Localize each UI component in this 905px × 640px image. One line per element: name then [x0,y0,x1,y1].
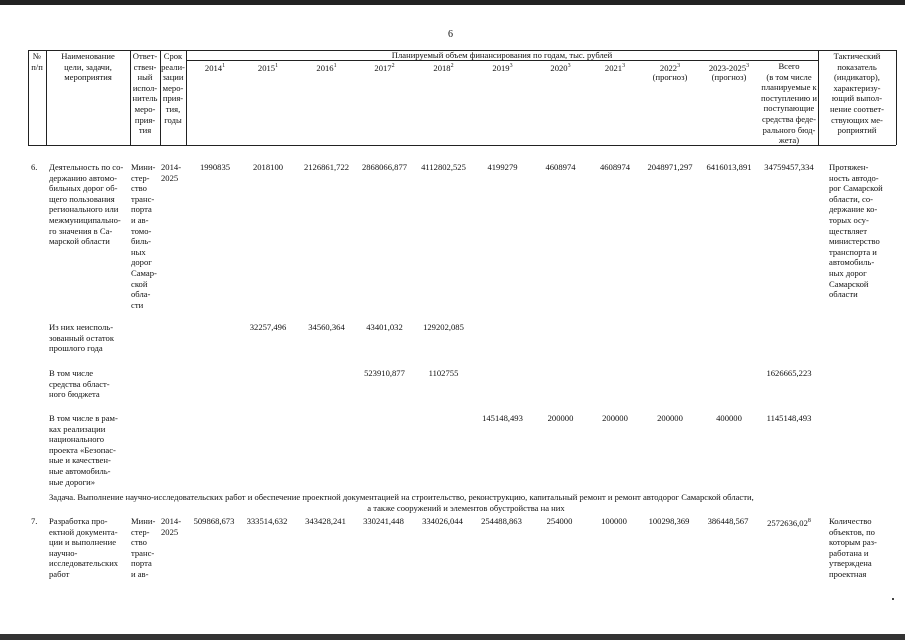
row-value: 2018100 [252,162,284,172]
row-value: 6416013,891 [706,162,752,172]
row-name: ные и качествен- [49,455,111,466]
row-indicator: ных дорог [829,268,867,278]
row-value: 200000 [547,413,574,423]
row-value: 4199279 [487,162,518,172]
row-value: 4112802,525 [421,162,466,172]
footnote-mark: 3 [567,63,571,69]
row-value: 100298,369 [648,516,690,526]
row-term: 2025 [161,172,179,183]
header-year: 2018$^2$ [433,62,454,73]
header-responsible: ствен- [133,61,157,72]
row-indicator: Количество [829,516,872,526]
header-num: № [32,51,42,61]
row-responsible: томо- [131,225,152,236]
row-value: 509868,673 [193,516,235,526]
row-value: 254488,863 [481,516,522,526]
header-total: планируемые к [761,82,817,93]
header-total: Всего [778,61,800,71]
row-indicator: держание ко- [829,204,878,215]
row-responsible: Мини- [131,162,156,172]
header-year: 2015$^1$ [257,62,279,73]
row-name: межмуниципально- [49,215,121,225]
header-responsible: испол- [132,82,158,93]
row-total: 1145148,493 [766,413,812,423]
row-name: исследовательских [49,558,119,569]
row-indicator: области [829,289,858,300]
row-indicator: рог Самарской [829,183,883,194]
header-num: п/п [31,61,43,72]
row-value: 343428,241 [305,516,346,526]
row-value: 43401,032 [366,322,403,332]
footnote-mark: 1 [275,63,279,69]
footnote-mark: 1 [222,63,226,69]
header-responsible: тия [138,125,152,136]
row-value: 200000 [602,413,628,423]
row-value: 100000 [601,516,627,526]
footnote-mark: 8 [807,518,811,524]
header-term: тия, [165,104,181,114]
row-name: Деятельность по со- [49,162,124,172]
header-indicator: роприятий [837,125,877,136]
header-responsible: ный [137,72,153,83]
header-total: (в том числе [766,71,812,82]
grid-line [186,50,187,145]
header-year: 2020$^3$ [550,62,571,73]
header-term: меро- [162,82,184,93]
header-name: Наименование [61,51,115,61]
header-responsible: прия- [134,114,156,125]
header-forecast: (прогноз) [711,72,747,82]
row-name: работ [49,569,70,579]
header-year: 2017$^2$ [374,62,395,73]
row-responsible: транс- [131,193,155,204]
row-indicator: торых осу- [829,215,869,225]
row-term: 2014- [161,162,182,172]
header-indicator: характеризу- [833,82,881,93]
row-value: 1102755 [428,368,459,378]
row-responsible: стер- [131,526,150,537]
row-name: зованный остаток [49,332,115,343]
row-indicator: ществляет [829,225,867,236]
row-value: 1990835 [199,162,231,172]
header-indicator: Тактический [833,51,881,61]
row-name: держанию автомо- [49,172,118,183]
row-value: 200000 [657,413,683,423]
header-term: реали- [161,61,185,72]
task-text: а также сооружений и элементов обустройства на них [367,503,565,513]
row-value: 333514,632 [246,516,288,526]
header-total: поступлению и [761,92,817,103]
header-year: 2014$^1$ [204,62,226,73]
row-responsible: ство [131,183,147,194]
header-responsible: меро- [134,104,156,114]
row-value: 34560,364 [308,322,345,332]
header-indicator: показатель [837,61,877,72]
row-responsible: порта [131,204,152,215]
footnote-mark: 3 [677,63,681,69]
row-value: 2868066,877 [361,162,408,172]
row-value: 386448,567 [707,516,749,526]
row-total: 1626665,223 [766,368,812,378]
row-value: 4608974 [545,162,576,172]
header-total: средства феде- [762,114,816,124]
top-border [0,0,905,5]
row-number: 6. [31,162,38,172]
row-name: Из них неисполь- [49,322,114,332]
row-name: бильных дорог об- [49,183,118,194]
header-indicator: нение соответ- [829,104,885,114]
header-indicator: ствующих ме- [831,114,883,125]
header-total: жета) [778,135,800,146]
row-name: В том числе [49,368,94,378]
grid-line [896,50,897,145]
row-responsible: порта [131,558,152,569]
row-indicator: Протяжен- [829,162,869,172]
row-name: Разработка про- [49,516,108,526]
header-term: годы [164,114,182,125]
row-number: 7. [31,516,38,526]
page-number: 6 [448,29,453,40]
row-value: 330241,448 [363,516,404,526]
row-value: 145148,493 [482,413,523,423]
row-responsible: сти [131,299,144,310]
row-responsible: ство [131,537,147,548]
header-term: Срок [163,51,183,61]
header-year: 2023-2025$^3$ [708,62,750,73]
row-responsible: Самар- [131,268,157,278]
row-name: В том числе в рам- [49,413,118,423]
header-term: зации [162,72,184,83]
row-responsible: и ав- [131,569,149,579]
row-responsible: дорог [131,257,152,268]
row-responsible: и ав- [131,215,149,225]
row-indicator: которым раз- [829,537,877,548]
row-indicator: объектов, по [829,526,875,537]
row-indicator: министерство [829,236,880,247]
row-name: го значения в Са- [49,225,113,236]
row-name: ного бюджета [49,389,100,400]
header-year: 2016$^1$ [316,62,337,73]
row-responsible: обла- [131,289,151,300]
row-name: научно- [49,547,78,558]
header-term: прия- [162,93,184,104]
row-name: ные дороги» [49,476,96,487]
row-name: ные автомобиль- [49,466,111,476]
row-name: ции и выполнение [49,537,117,548]
header-year: 2019$^3$ [492,62,513,73]
row-responsible: стер- [131,172,150,183]
footnote-mark: 3 [509,63,513,69]
row-indicator: автомобиль- [829,257,875,268]
row-value: 2048971,297 [647,162,693,172]
row-responsible: ных [131,246,146,257]
row-value: 129202,085 [423,322,464,332]
header-forecast: (прогноз) [652,72,688,82]
row-value: 400000 [716,413,742,423]
row-responsible: биль- [131,236,152,247]
row-value: 254000 [546,516,573,526]
header-name: цели, задачи, [64,61,112,72]
row-name: марской области [49,236,110,247]
footnote-mark: 2 [450,63,454,69]
row-indicator: транспорта и [829,246,877,257]
row-term: 2025 [161,526,179,537]
header-year: 2022$^3$ [659,62,681,73]
row-name: проекта «Безопас- [49,444,116,455]
footnote-mark: 3 [622,63,626,69]
row-term: 2014- [161,516,182,526]
footnote-mark: 3 [746,63,750,69]
header-year: 2021$^3$ [604,62,626,73]
row-value: 2126861,722 [303,162,350,172]
row-total: 34759457,334 [764,162,814,172]
row-name: щего пользования [49,193,115,204]
row-name: национального [49,434,105,445]
task-text: Задача. Выполнение научно-исследовательских работ и обеспечение проектной документацией на строительство, реконструкцию, капитальный ремонт и ремонт автодорог Самарской области, [49,492,754,502]
row-indicator: проектная [829,569,867,579]
header-indicator: (индикатор), [834,72,880,83]
row-name: регионального или [49,204,119,215]
row-responsible: ской [131,278,148,289]
header-total: поступающие [763,103,815,114]
row-name: прошлого года [49,343,103,354]
header-responsible: Ответ- [132,51,158,61]
row-value: 4608974 [599,162,631,172]
header-name: мероприятия [64,72,112,83]
header-funding-title: Планируемый объем финансирования по годам, тыс. рублей [391,50,613,60]
header-indicator: ющий выпол- [831,93,883,104]
row-indicator: Самарской [829,278,869,289]
footnote-mark: 2 [391,63,395,69]
speck [892,598,894,600]
bottom-border [0,634,905,640]
row-value: 523910,877 [364,368,405,378]
row-total: 2572636,02$^8$ [767,517,811,528]
row-name: средства област- [49,378,110,389]
header-total: рального бюд- [762,124,816,135]
row-value: 334026,044 [422,516,463,526]
row-indicator: утверждена [829,558,872,569]
row-responsible: Мини- [131,516,156,526]
row-name: ках реализации [49,423,106,434]
row-indicator: ность автодо- [829,172,879,183]
footnote-mark: 1 [333,63,337,69]
row-name: ектной документа- [49,526,118,537]
row-responsible: транс- [131,547,155,558]
row-value: 32257,496 [249,322,287,332]
row-indicator: области, со- [829,193,873,204]
header-responsible: нитель [132,93,158,104]
row-indicator: работана и [829,547,869,558]
